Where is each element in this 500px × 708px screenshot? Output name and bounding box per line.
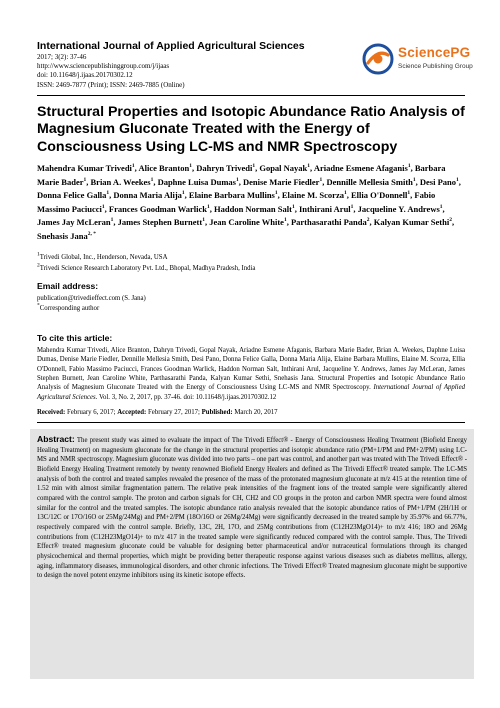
author-item: [37, 190, 109, 200]
published-label: Published: [201, 409, 231, 416]
author-affiliation-mark: 2, *: [87, 231, 97, 238]
author-list: Mahendra Kumar Trivedi$^1$, Alice Branton$^1$, Dahryn Trivedi$^1$, Gopal Nayak$^1$, Ariadne Esmene Afaganis$^1$, Barbara Marie Bader$^1$, Brian A. Weekes$^1$, Daphne Luisa Dumas$^1$, Denise Marie Fiedler$^1$, Dennille Mellesia Smith$^1$, Desi Pano$^1$, Donna Felice Galla$^1$, Donna Maria Alija$^1$, Elaine Barbara Mullins$^1$, Elaine M. Scorza$^1$, Ellia O'Donnell$^1$, Fabio Massimo Paciucci$^1$, Frances Goodman Warlick$^1$, Haddon Norman Salt$^1$, Inthirani Arul$^1$, Jacqueline Y. Andrews$^1$, James Jay McLeran$^1$, James Stephen Burnett$^1$, Jean Caroline White$^1$, Parthasarathi Panda$^2$, Kalyan Kumar Sethi$^2$, Snehasis Jana$^{2, *}$: [37, 163, 461, 241]
citation-heading: To cite this article:: [37, 333, 113, 343]
author-name: Kalyan Kumar Sethi: [373, 217, 450, 228]
author-name: Haddon Norman Salt: [214, 203, 292, 214]
author-item: [158, 177, 239, 187]
author-item: [326, 177, 415, 187]
author-item: [37, 163, 135, 173]
header-rule-top: [37, 95, 465, 96]
affiliation-1-text: Trivedi Global, Inc., Henderson, Nevada, USA: [39, 254, 168, 261]
author-affiliation-mark: 2: [366, 217, 370, 224]
author-item: [282, 190, 347, 200]
published-date: March 20, 2017: [234, 409, 278, 416]
author-name: Daphne Luisa Dumas: [157, 176, 236, 187]
author-name: Donna Felice Galla: [37, 190, 107, 201]
author-affiliation-mark: 1: [456, 176, 459, 183]
author-affiliation-mark: 1: [439, 203, 443, 210]
author-item: [374, 217, 452, 227]
author-affiliation-mark: 1: [343, 190, 347, 197]
author-item: [37, 231, 96, 241]
citation-text: [37, 346, 465, 402]
author-name: Ariadne Esmene Afaganis: [313, 163, 408, 173]
author-affiliation-mark: 1: [181, 190, 185, 197]
author-item: [113, 190, 184, 200]
author-affiliation-mark: 1: [252, 163, 256, 170]
author-item: [420, 177, 459, 187]
citation-volume: Vol. 3, No. 2, 2017, pp. 37-46. doi: 10.11648/j.ijaas.20170302.12: [98, 393, 277, 401]
author-item: [91, 177, 154, 187]
author-name: James Jay McLeran: [37, 217, 111, 228]
author-name: Jacqueline Y. Andrews: [357, 203, 440, 214]
logo-name: SciencePG: [398, 45, 471, 60]
author-name: Parthasarathi Panda: [290, 217, 367, 228]
author-affiliation-mark: 1: [150, 176, 154, 183]
affiliation-1-number: 1: [37, 251, 40, 258]
received-date: February 6, 2017;: [67, 409, 116, 416]
corresponding-author-note: [37, 304, 465, 313]
affiliation-2-text: Trivedi Science Research Laboratory Pvt. Ltd., Bhopal, Madhya Pradesh, India: [39, 265, 256, 272]
author-item: [118, 217, 205, 227]
author-item: [37, 217, 113, 227]
accepted-date: February 27, 2017;: [148, 409, 200, 416]
author-name: Elaine M. Scorza: [281, 190, 344, 201]
author-affiliation-mark: 1: [207, 203, 210, 210]
citation-journal: International Journal of Applied Agricultural Sciences.: [37, 384, 465, 401]
journal-url[interactable]: http://www.sciencepublishinggroup.com/j/ijaas: [37, 62, 170, 71]
author-name: Fabio Massimo Paciucci: [37, 190, 436, 214]
author-name: Brian A. Weekes: [90, 176, 151, 187]
author-affiliation-mark: 1: [412, 176, 416, 183]
citation-body: Mahendra Kumar Trivedi, Alice Branton, Dahryn Trivedi, Gopal Nayak, Ariadne Esmene Afaganis, Barbara Marie Bader, Brian A. Weekes, Daphne Luisa Dumas, Denise Marie Fiedler, Dennille Mellesia Smith, Desi Pano, Donna Felice Galla, Donna Maria Alija, Elaine Barbara Mullins, Elaine M. Scorza, Ellia O'Donnell, Fabio Massimo Paciucci, Frances Goodman Warlick, Haddon Norman Salt, Inthirani Arul, Jacqueline Y. Andrews, James Jay McLeran, James Stephen Burnett, Jean Caroline White, Parthasarathi Panda, Kalyan Kumar Sethi, Snehasis Jana. Structural Properties and Isotopic Abundance Ratio Analysis of Magnesium Gluconate Treated with the Energy of Consciousness Using LC-MS and NMR Spectroscopy.: [37, 347, 465, 392]
author-item: [259, 163, 310, 173]
author-affiliation-mark: 1: [101, 203, 105, 210]
author-name: Desi Pano: [419, 176, 457, 187]
author-name: Snehasis Jana: [37, 230, 88, 241]
author-name: Denise Marie Fiedler: [242, 176, 320, 187]
affiliation-1: [37, 253, 465, 262]
author-item: [299, 204, 353, 214]
accepted-label: Accepted: [117, 409, 145, 416]
author-name: Elaine Barbara Mullins: [188, 190, 275, 201]
author-name: Inthirani Arul: [298, 203, 351, 214]
author-affiliation-mark: 1: [291, 203, 295, 210]
author-name: Ellia O'Donnell: [350, 190, 408, 201]
abstract-text: The present study was aimed to evaluate the impact of The Trivedi Effect® - Energy of Consciousness Healing Treatment (Biofield Energy Healing Treatment) on magnesium gluconate for the change in the structural properties and isotopic abundance ratio (PM+1/PM and PM+2/PM) using LC-MS and NMR spectroscopy. Magnesium gluconate was divided into two parts – one part was control, and another part was treated with The Trivedi Effect® - Biofield Energy Healing Treatment remotely by twenty renowned Biofield Energy Healers and defined as The Trivedi Effect® treated sample. The LC-MS analysis of both the control and treated samples revealed the presence of the mass of the protonated magnesium gluconate at m/z 415 at the retention time of 1.52 min with almost similar fragmentation pattern. The relative peak intensities of the fragment ions of the treated sample were significantly altered compared with the control sample. The proton and carbon signals for CH, CH2 and CO groups in the proton and carbon NMR spectra were found almost similar for the control and the treated samples. The isotopic abundance ratio analysis revealed that the isotopic abundance ratios of PM+1/PM (2H/1H or 13C/12C or 17O/16O or 25Mg/24Mg) and PM+2/PM (18O/16O or 26Mg/24Mg) were significantly decreased in the treated sample by 35.97% and 66.77%, respectively compared with the control sample. Briefly, 13C, 2H, 17O, and 25Mg contributions from (C12H23MgO14)+ to m/z 416; 18O and 26Mg contributions from (C12H23MgO14)+ to m/z 417 in the treated sample were significantly reduced compared with the control sample. Thus, The Trivedi Effect® treated magnesium gluconate could be valuable for designing better pharmaceutical and/or nutraceutical formulations through its changed physicochemical and thermal properties, which might be providing better therapeutic response against various diseases such as diabetes mellitus, allergy, aging, inflammatory diseases, immunological disorders, and other chronic infections. The Trivedi Effect® Treated magnesium gluconate might be supportive to design the novel potent enzyme inhibitors using its kinetic isotope effects.: [37, 437, 468, 580]
author-item: [209, 217, 287, 227]
author-item: [243, 177, 322, 187]
affiliation-2: [37, 264, 465, 273]
author-affiliation-mark: 1: [407, 163, 411, 170]
journal-doi: doi: 10.11648/j.ijaas.20170302.12: [37, 71, 133, 80]
sciencepg-logo: [362, 42, 473, 76]
author-name: James Stephen Burnett: [117, 217, 203, 228]
author-item: [351, 190, 410, 200]
journal-issue: 2017; 3(2): 37-46: [37, 53, 87, 61]
author-affiliation-mark: 1: [307, 163, 311, 170]
journal-header: [37, 40, 337, 90]
author-name: Dennille Mellesia Smith: [326, 176, 413, 187]
author-affiliation-mark: 1: [189, 163, 192, 170]
journal-name: International Journal of Applied Agricultural Sciences: [37, 40, 305, 52]
author-affiliation-mark: 1: [131, 163, 135, 170]
author-name: Dahryn Trivedi: [196, 163, 253, 173]
author-affiliation-mark: 1: [106, 190, 110, 197]
author-affiliation-mark: 1: [407, 190, 411, 197]
author-item: [358, 204, 443, 214]
corresponding-label: Corresponding author: [39, 305, 100, 312]
author-name: Barbara Marie Bader: [37, 163, 446, 187]
received-label: Received: [37, 409, 64, 416]
email-heading: Email address:: [37, 281, 99, 291]
author-affiliation-mark: 1: [202, 217, 205, 224]
abstract-label: Abstract:: [37, 434, 75, 444]
author-affiliation-mark: 1: [83, 176, 87, 183]
corresponding-mark: *: [37, 302, 40, 309]
sciencepg-logo-mark-icon: [362, 43, 394, 75]
author-name: Jean Caroline White: [209, 217, 284, 228]
author-name: Gopal Nayak: [259, 163, 308, 173]
author-item: [109, 204, 210, 214]
author-affiliation-mark: 1: [319, 176, 323, 183]
email-address[interactable]: publication@trivedieffect.com (S. Jana): [37, 295, 146, 302]
article-title: Structural Properties and Isotopic Abundance Ratio Analysis of Magnesium Gluconate Treated with the Energy of Consciousness Using LC-MS and NMR Spectroscopy: [37, 104, 465, 155]
journal-issn: ISSN: 2469-7877 (Print); ISSN: 2469-7885 (Online): [37, 80, 185, 89]
author-item: [291, 217, 370, 227]
author-item: [196, 163, 255, 173]
author-name: Alice Branton: [138, 163, 190, 173]
author-name: Frances Goodman Warlick: [108, 203, 207, 214]
affiliation-2-number: 2: [37, 262, 40, 269]
author-name: Donna Maria Alija: [113, 190, 182, 201]
publication-dates: Received: February 6, 2017; Accepted: February 27, 2017; Published: March 20, 2017: [37, 409, 278, 416]
abstract: [37, 435, 467, 581]
author-affiliation-mark: 1: [283, 217, 287, 224]
author-item: [189, 190, 278, 200]
author-affiliation-mark: 1: [350, 203, 354, 210]
author-item: [138, 163, 192, 173]
dates-rule: [37, 422, 465, 423]
author-affiliation-mark: 1: [110, 217, 114, 224]
author-item: [214, 204, 295, 214]
author-item: [314, 163, 411, 173]
author-name: Mahendra Kumar Trivedi: [37, 163, 132, 173]
author-affiliation-mark: 1: [274, 190, 278, 197]
author-affiliation-mark: 2: [449, 217, 452, 224]
author-affiliation-mark: 1: [235, 176, 239, 183]
logo-subtitle: Science Publishing Group: [398, 63, 473, 70]
